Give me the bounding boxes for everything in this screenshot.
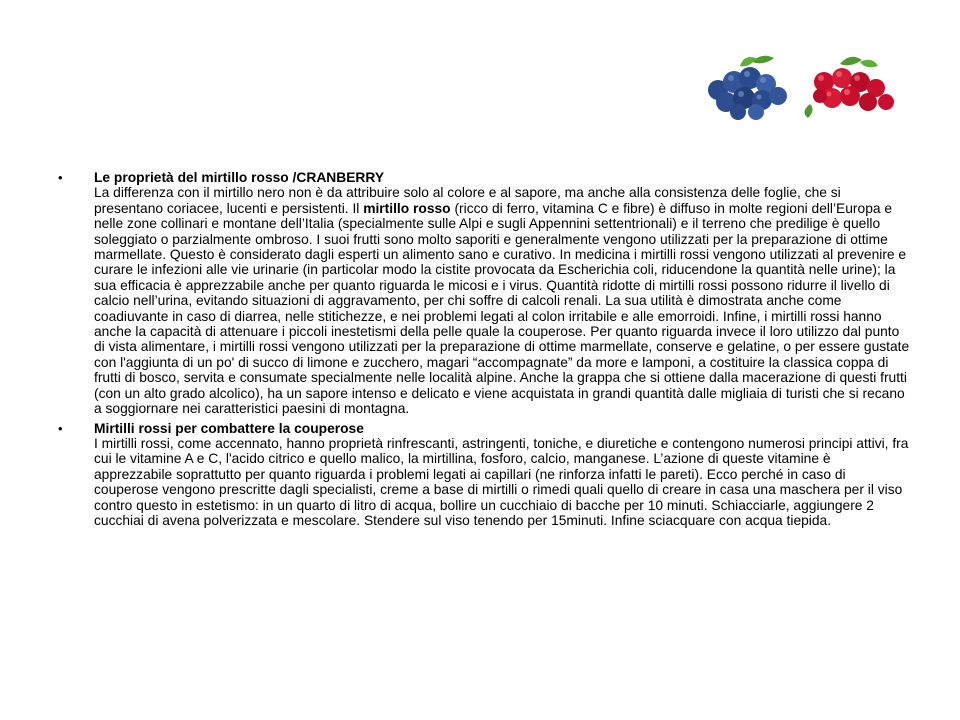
section-body [94,185,910,416]
section-title: Mirtilli rossi per combattere la couperose [94,420,364,436]
bullet-item-cranberry-properties [58,170,910,417]
bullet-icon: • [58,420,63,436]
section-body-bold-term: mirtillo rosso [363,200,451,216]
bullet-icon: • [58,170,63,185]
section-title: Le proprietà del mirtillo rosso /CRANBERRY [94,170,385,185]
section-body-text: La differenza con il mirtillo nero non è da attribuire solo al colore e al sapore, ma anche alla consistenza delle foglie, che si presentano coriacee, lucenti e persistenti. Il [94,185,841,216]
bullet-item-couperose [58,421,910,529]
section-body: I mirtilli rossi, come accennato, hanno proprietà rinfrescanti, astringenti, toniche, e diuretiche e contengono numerosi principi attivi, fra cui le vitamine A e C, l'acido citrico e quello malico, la mirtillina, fosforo, calcio, manganese. L’azione di queste vitamine è apprezzabile soprattutto per quanto riguarda i problemi legati ai capillari (ne rinforza infatti le pareti). Ecco perché in caso di couperose vengono prescritte dagli specialisti, creme a base di mirtilli o rimedi quali quello di creare in casa una maschera per il viso contro questo in estetismo: in un quarto di litro di acqua, bollire un cucchiaio di bacche per 10 minuti. Schiacciarle, aggiungere 2 cucchiai di avena polverizzata e mescolare. Stendere sul viso tenendo per 15minuti. Infine sciacquare con acqua tiepida. [94,435,909,528]
section-body-text: (ricco di ferro, vitamina C e fibre) è diffuso in molte regioni dell’Europa e nelle zone collinari e montane dell’Italia (specialmente sulle Alpi e sugli Appennini settentrionali) e il terreno che predilige è quello soleggiato o parzialmente ombroso. I suoi frutti sono molto saporiti e generalmente vengono utilizzati per la preparazione di ottime marmellate. Questo è considerato dagli esperti un alimento sano e curativo. In medicina i mirtilli rossi vengono utilizzati al prevenire e curare le infezioni alle vie urinarie (in particolar modo la cistite provocata da Escherichia coli, riducendone la quantità nelle urine); la sua efficacia è apprezzabile anche per quanto riguarda le micosi e i virus. Quantità ridotte di mirtilli rossi possono ridurre il livello di calcio nell’urina, evitando situazioni di aggravamento, per chi soffre di calcoli renali. La sua utilità è dimostrata anche come coadiuvante in caso di diarrea, nelle stitichezze, e nei problemi legati al colon irritabile e alle emorroidi. Infine, i mirtilli rossi hanno anche la capacità di attenuare i piccoli inestetismi della pelle quale la couperose. Per quanto riguarda invece il loro utilizzo dal punto di vista alimentare, i mirtilli rossi vengono utilizzati per la preparazione di ottime marmellate, conserve e gelatine, o per essere gustate con l'aggiunta di un po' di succo di limone e zucchero, magari “accompagnate” da more e lamponi, a costituire la classica coppa di frutti di bosco, servita e consumate specialmente nelle località alpine. Anche la grappa che si ottiene dalla macerazione di questi frutti (con un alto grado alcolico), ha un sapore intenso e delicato e viene acquistata in grandi quantità dalle migliaia di turisti che si recano a soggiornare nei caratteristici paesini di montagna. [94,200,910,417]
text-content [58,170,910,532]
cranberries-icon [804,57,894,118]
blueberries-icon [708,56,787,120]
berries-image [700,52,900,122]
